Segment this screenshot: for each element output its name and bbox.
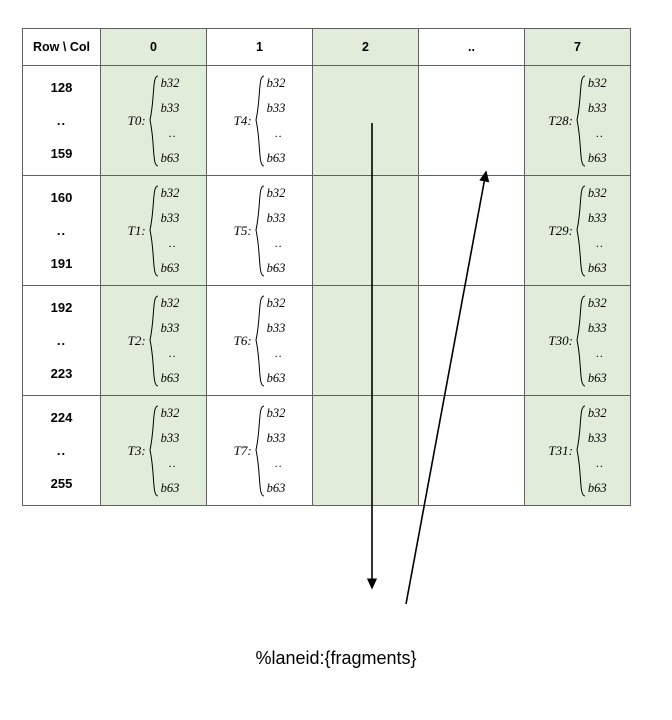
row-label-bottom: 223 [50,366,73,381]
row-label-cell [23,396,101,506]
row-label-top: 128 [50,80,73,95]
brace-icon [253,75,266,167]
bit-label: b32 [266,295,286,310]
bit-label: b33 [266,210,286,225]
thread-label: T7: [233,442,252,458]
bit-label: b63 [587,370,607,385]
brace-icon [147,185,160,277]
bit-label: b63 [587,150,607,165]
fragment-cell-t30 [525,286,631,396]
fragment-cell-t4 [207,66,313,176]
row-label-mid: .. [56,223,67,238]
thread-label: T31: [548,442,573,458]
brace-icon [253,295,266,387]
fragment-table [22,28,631,506]
bit-ellipsis: .. [595,236,604,251]
row-label-bottom: 191 [50,256,73,271]
bit-label: b63 [160,260,180,275]
thread-label: T29: [548,222,573,238]
row-label-bottom: 255 [50,476,73,491]
bit-label: b33 [587,320,607,335]
row-label-top: 224 [50,410,73,425]
table-row [23,396,631,506]
thread-label: T3: [127,442,146,458]
bit-label: b63 [160,370,180,385]
thread-label: T2: [127,332,146,348]
bit-ellipsis: .. [168,456,177,471]
brace-icon [147,295,160,387]
bit-label: b33 [160,210,180,225]
bit-ellipsis: .. [168,236,177,251]
brace-icon [253,185,266,277]
bit-label: b32 [587,405,607,420]
bit-label: b33 [160,430,180,445]
thread-label: T4: [233,112,252,128]
header-col-7: 7 [525,29,631,66]
row-label-cell [23,176,101,286]
brace-icon [253,405,266,497]
bit-ellipsis: .. [595,456,604,471]
bit-label: b63 [266,260,286,275]
bit-label: b32 [160,185,180,200]
fragment-cell-empty [313,176,419,286]
table-header-row [23,29,631,66]
fragment-cell-empty [419,176,525,286]
row-label-cell [23,66,101,176]
bit-label: b32 [587,295,607,310]
brace-icon [574,185,587,277]
row-label-cell [23,286,101,396]
bit-ellipsis: .. [595,126,604,141]
bit-ellipsis: .. [168,126,177,141]
bit-label: b63 [587,260,607,275]
fragment-cell-empty [419,396,525,506]
bit-label: b63 [160,480,180,495]
row-label-mid: .. [56,443,67,458]
bit-label: b33 [587,210,607,225]
bit-label: b63 [266,480,286,495]
brace-icon [147,75,160,167]
bit-label: b32 [160,405,180,420]
bit-label: b32 [266,75,286,90]
thread-label: T5: [233,222,252,238]
bit-ellipsis: .. [274,346,283,361]
fragment-cell-t3 [101,396,207,506]
row-label-bottom: 159 [50,146,73,161]
caption: %laneid:{fragments} [255,648,417,668]
bit-label: b33 [587,100,607,115]
bit-label: b33 [266,100,286,115]
bit-label: b32 [160,75,180,90]
bit-label: b33 [160,100,180,115]
header-col-0: 0 [101,29,207,66]
thread-label: T6: [233,332,252,348]
brace-icon [574,405,587,497]
bit-label: b63 [266,150,286,165]
table-row [23,286,631,396]
bit-label: b63 [587,480,607,495]
header-col-dots: .. [419,29,525,66]
bit-label: b33 [160,320,180,335]
fragment-cell-t2 [101,286,207,396]
fragment-cell-t5 [207,176,313,286]
fragment-cell-t0 [101,66,207,176]
bit-label: b32 [266,185,286,200]
table-row [23,66,631,176]
bit-ellipsis: .. [274,236,283,251]
bit-label: b33 [587,430,607,445]
fragment-cell-empty [313,66,419,176]
header-row-col: Row \ Col [23,29,101,66]
brace-icon [574,295,587,387]
thread-label: T0: [127,112,146,128]
bit-ellipsis: .. [595,346,604,361]
table-row [23,176,631,286]
bit-label: b33 [266,430,286,445]
fragment-cell-t1 [101,176,207,286]
bit-ellipsis: .. [274,456,283,471]
bit-ellipsis: .. [274,126,283,141]
thread-label: T30: [548,332,573,348]
fragment-cell-empty [419,286,525,396]
brace-icon [147,405,160,497]
bit-label: b63 [160,150,180,165]
thread-label: T28: [548,112,573,128]
fragment-cell-t28 [525,66,631,176]
row-label-top: 192 [50,300,73,315]
row-label-mid: .. [56,333,67,348]
row-label-mid: .. [56,113,67,128]
fragment-cell-empty [313,396,419,506]
header-col-1: 1 [207,29,313,66]
fragment-cell-empty [419,66,525,176]
fragment-cell-t7 [207,396,313,506]
bit-ellipsis: .. [168,346,177,361]
header-col-2: 2 [313,29,419,66]
fragment-cell-empty [313,286,419,396]
fragment-cell-t31 [525,396,631,506]
bit-label: b32 [266,405,286,420]
fragment-cell-t29 [525,176,631,286]
row-label-top: 160 [50,190,73,205]
bit-label: b33 [266,320,286,335]
brace-icon [574,75,587,167]
thread-label: T1: [127,222,146,238]
fragment-cell-t6 [207,286,313,396]
bit-label: b32 [587,185,607,200]
bit-label: b32 [160,295,180,310]
bit-label: b32 [587,75,607,90]
bit-label: b63 [266,370,286,385]
